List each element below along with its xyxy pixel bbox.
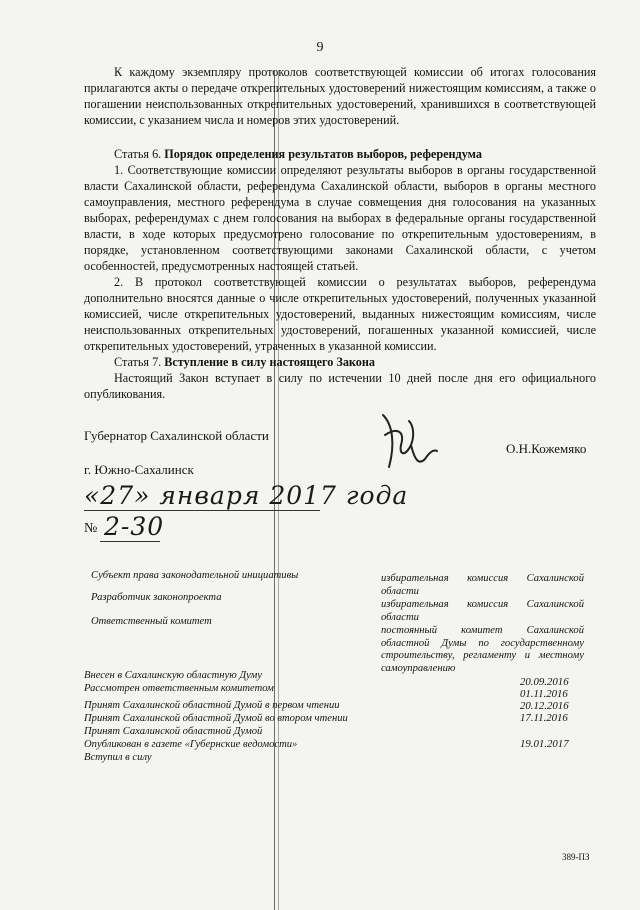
history-label-6: Вступил в силу [84, 752, 152, 763]
article-6-heading [84, 146, 596, 162]
history-date-3: 17.11.2016 [520, 712, 568, 724]
history-date-5: 19.01.2017 [520, 738, 569, 750]
handwritten-number: 2-30 [104, 512, 165, 541]
history-label-3: Принят Сахалинской областной Думой во втором чтении [84, 713, 348, 724]
handwritten-date: «27» января 2017 года [84, 481, 409, 510]
governor-position: Губернатор Сахалинской области [84, 428, 269, 443]
article-7-paragraph-1: Настоящий Закон вступает в силу по истечении 10 дней после дня его официального опубликования. [84, 371, 596, 401]
article-6-title: Порядок определения результатов выборов, референдума [164, 147, 482, 161]
history-date-2: 20.12.2016 [520, 700, 569, 712]
number-prefix: № [84, 521, 98, 536]
governor-name: О.Н.Кожемяко [506, 441, 587, 456]
subject-label: Субъект права законодательной инициативы [91, 570, 299, 581]
page-number: 9 [316, 40, 324, 55]
city-line: г. Южно-Сахалинск [84, 462, 194, 477]
handwritten-signature-icon [375, 405, 445, 475]
article-7-heading [84, 354, 596, 370]
subject-value: избирательная комиссия Сахалинской области [381, 573, 584, 597]
developer-label: Разработчик законопроекта [91, 592, 222, 603]
article-7-title: Вступление в силу настоящего Закона [164, 355, 376, 369]
developer-value: избирательная комиссия Сахалинской области [381, 599, 584, 623]
history-label-0: Внесен в Сахалинскую областную Думу [84, 670, 262, 681]
article-7 [84, 354, 596, 402]
committee-value: постоянный комитет Сахалинской областной Думы по государственному строительству, регламенту и местному самоуправлению [381, 625, 584, 674]
article-6-paragraph-2: 2. В протокол соответствующей комиссии о результатах выборов, референдума дополнительно вносятся данные о числе открепительных удостоверений, полученных указанной комиссией, числе открепительных удостоверений, выданных нижестоящим комиссиям, числе неиспользованных открепительных удостоверений, погашенных указанной комиссией, числе открепительных удостоверений, утраченных в указанной комиссии. [84, 275, 596, 353]
history-label-1: Рассмотрен ответственным комитетом [84, 683, 274, 694]
article-7-label: Статья 7. [114, 355, 162, 369]
history-label-5: Опубликован в газете «Губернские ведомости» [84, 739, 298, 750]
history-label-4: Принят Сахалинской областной Думой [84, 726, 263, 737]
article-6-label: Статья 6. [114, 147, 162, 161]
committee-label: Ответственный комитет [91, 616, 212, 627]
document-code: 389-ПЗ [562, 852, 590, 862]
history-date-1: 01.11.2016 [520, 688, 568, 700]
history-label-2: Принят Сахалинской областной Думой в первом чтении [84, 700, 340, 711]
number-underline [100, 541, 160, 542]
article-6-paragraph-1: 1. Соответствующие комиссии определяют результаты выборов в органы государственной власти Сахалинской области, референдума Сахалинской области, выборов в органы местного самоуправления, местного референдума в случае совмещения дня голосования на указанных выборах, референдумах с днем голосования на выборах в федеральные органы государственной власти, в ходе которых предусмотрено голосование по открепительным удостоверениям, в порядке, установленном соответствующими законами Сахалинской области, с учетом особенностей, предусмотренных настоящей статьей. [84, 163, 596, 273]
history-date-0: 20.09.2016 [520, 676, 569, 688]
article-6 [84, 146, 596, 354]
intro-paragraph: К каждому экземпляру протоколов соответствующей комиссии об итогах голосования прилагаются акты о передаче открепительных удостоверений нижестоящим комиссиям, а также о погашении неиспользованных открепительных удостоверений, хранившихся в соответствующей комиссии, с указанием числа и номеров этих удостоверений. [84, 65, 596, 127]
intro-paragraph-block [84, 64, 596, 128]
date-underline [84, 510, 320, 511]
